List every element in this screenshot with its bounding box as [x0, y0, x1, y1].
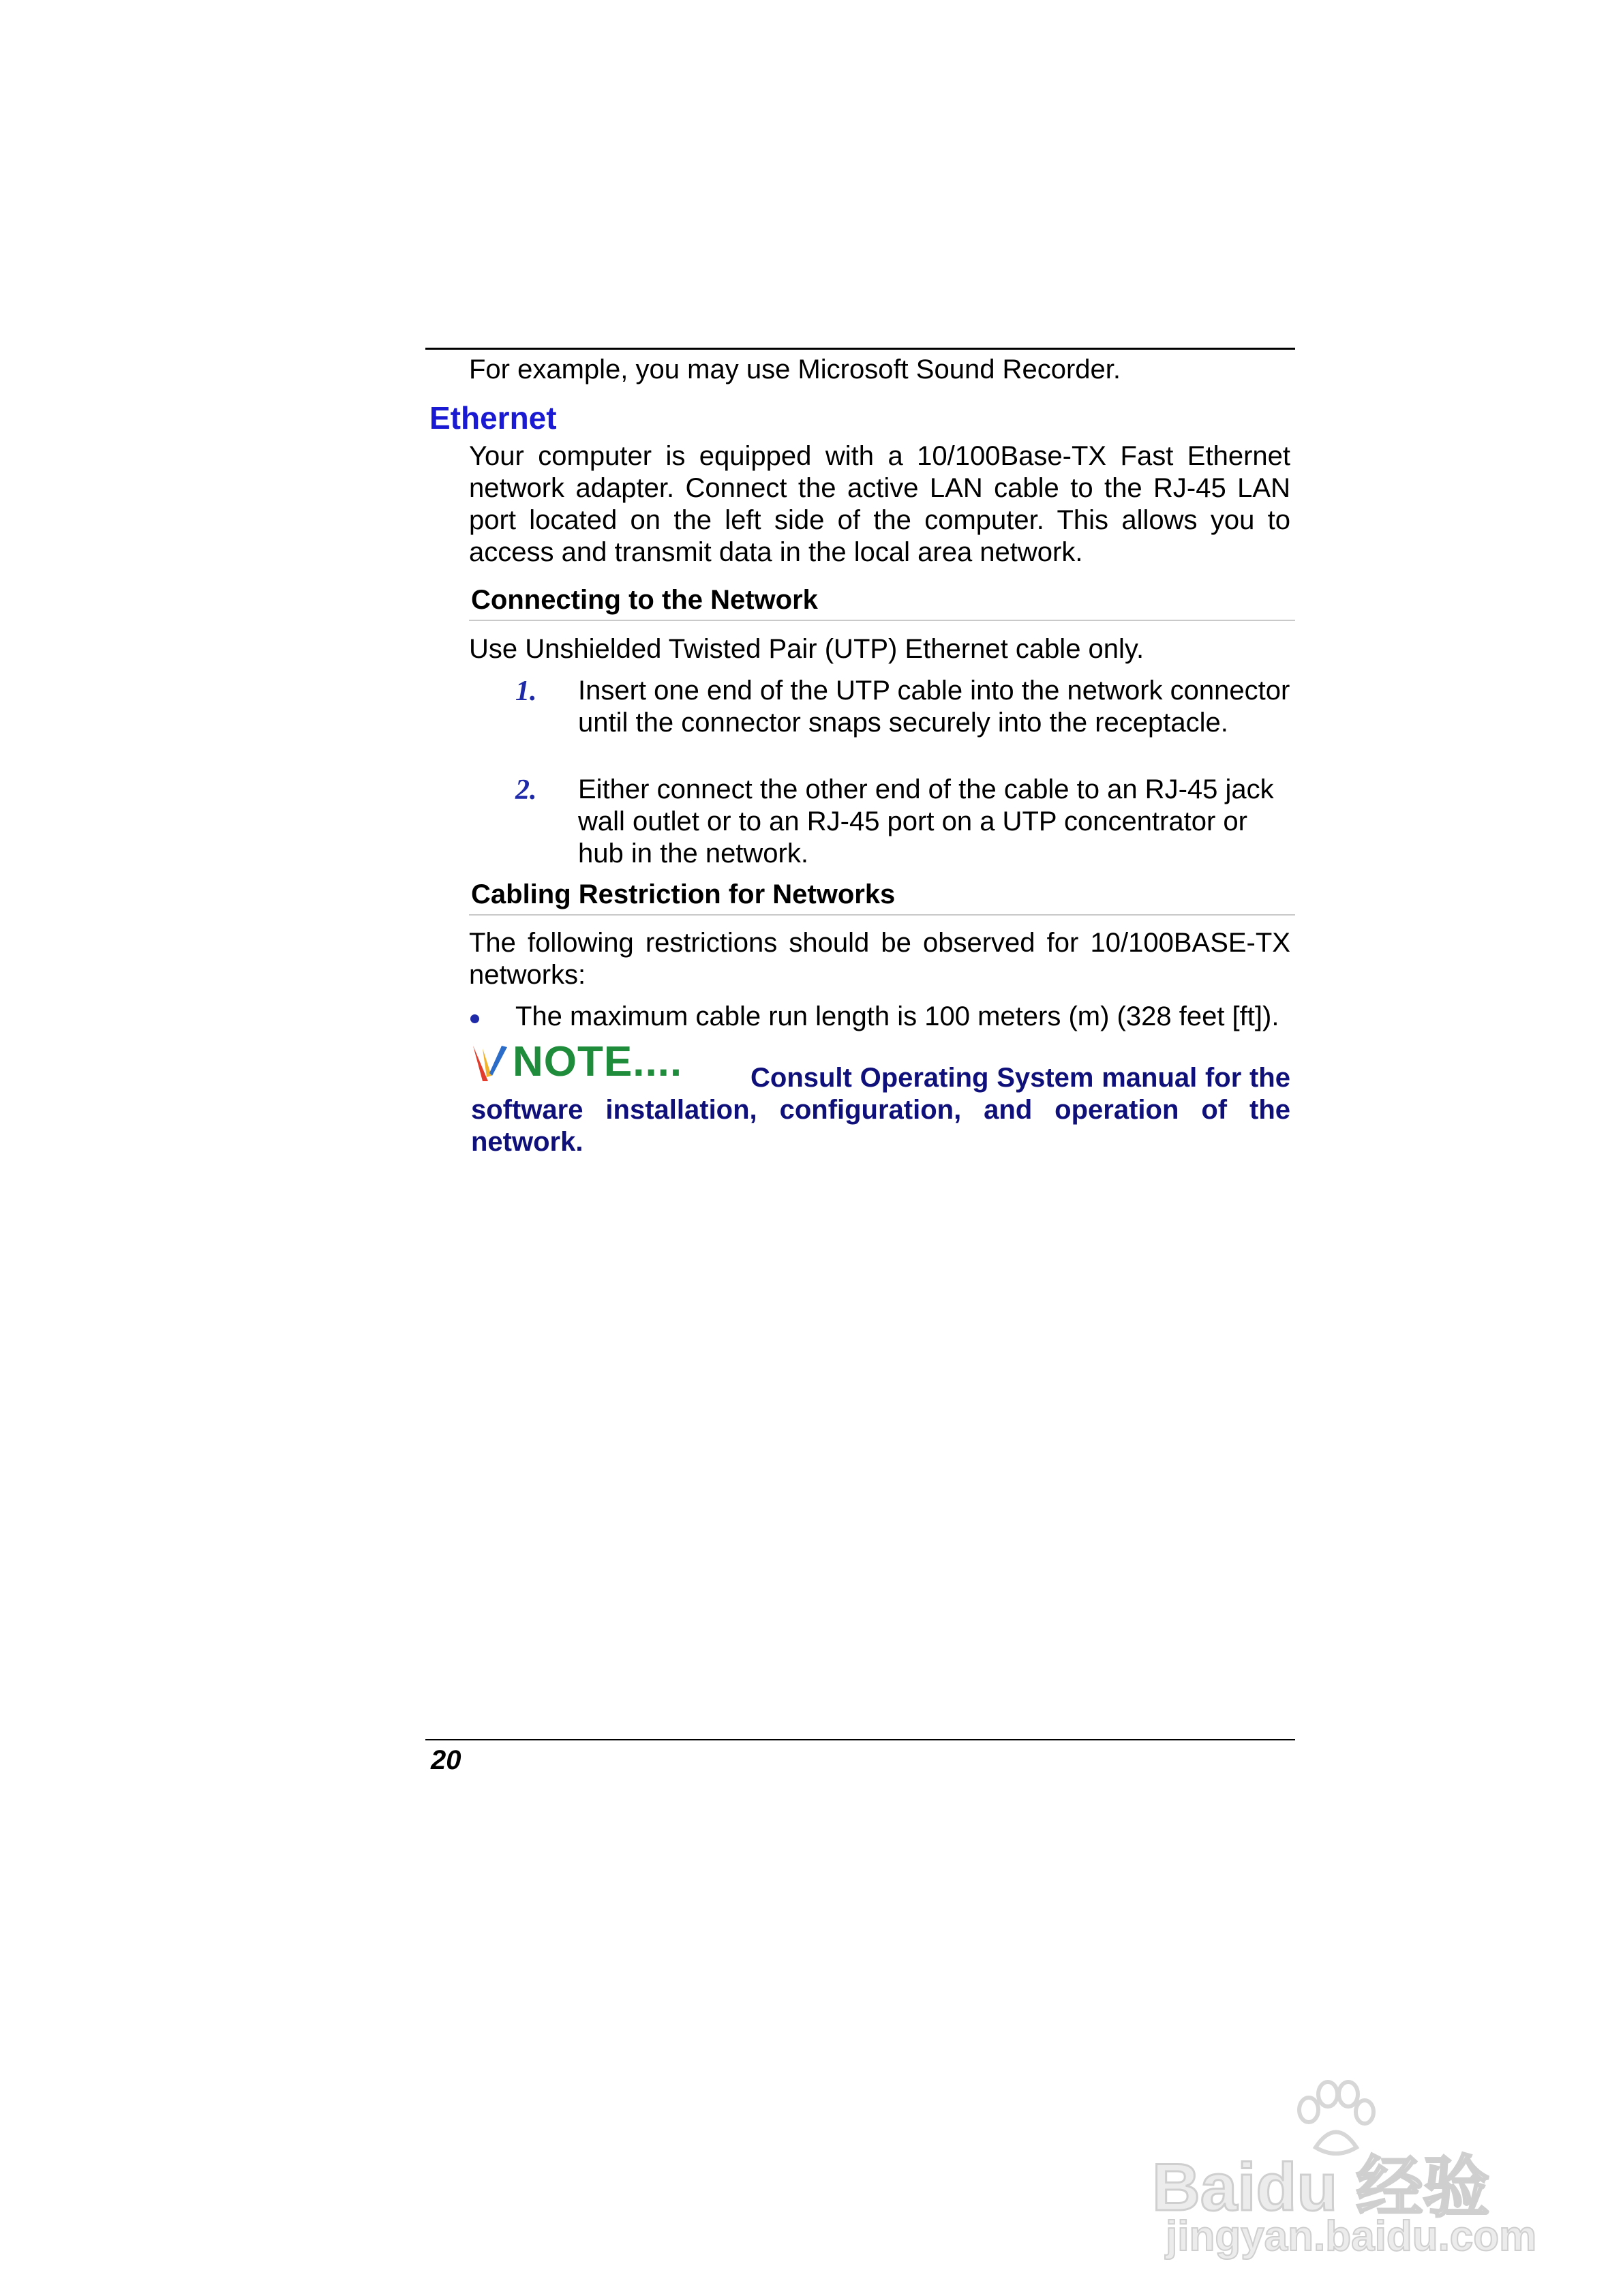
connecting-intro: Use Unshielded Twisted Pair (UTP) Ethernet cable only. — [469, 634, 1144, 664]
intro-line: For example, you may use Microsoft Sound Recorder. — [469, 354, 1121, 384]
ethernet-paragraph: Your computer is equipped with a 10/100Base-TX Fast Ethernet network adapter. Connect the active LAN cable to the RJ-45 LAN port located on the left side of the computer. This allows you to access and transmit data in the local area network. — [469, 441, 1290, 567]
connecting-underline — [469, 620, 1295, 621]
watermark — [1152, 2079, 1561, 2263]
header-rule — [425, 348, 1295, 350]
step-1-number: 1. — [515, 676, 537, 707]
section-title-ethernet: Ethernet — [429, 400, 557, 436]
cabling-intro: The following restrictions should be observed for 10/100BASE-TX networks: — [469, 928, 1290, 990]
cabling-underline — [469, 914, 1295, 916]
note-text: Consult Operating System manual for the software installation, configuration, and operation of the network. — [471, 1063, 1290, 1157]
note-label: NOTE.... — [513, 1038, 683, 1085]
footer-rule — [425, 1739, 1295, 1740]
bullet-dot — [470, 1014, 479, 1023]
step-1-text: Insert one end of the UTP cable into the network connector until the connector snaps securely into the receptacle. — [578, 676, 1290, 738]
step-2-number: 2. — [515, 774, 537, 806]
connecting-heading: Connecting to the Network — [471, 585, 818, 615]
page-number: 20 — [431, 1745, 461, 1775]
step-2-text: Either connect the other end of the cable to an RJ-45 jack wall outlet or to an RJ-45 port on a UTP concentrator or hub in the network. — [578, 774, 1274, 868]
watermark-url: jingyan.baidu.com — [1166, 2213, 1537, 2260]
cabling-heading: Cabling Restriction for Networks — [471, 879, 896, 909]
cabling-bullet-text: The maximum cable run length is 100 meters (m) (328 feet [ft]). — [515, 1001, 1279, 1031]
watermark-brand: Baidu 经验 — [1152, 2149, 1490, 2224]
